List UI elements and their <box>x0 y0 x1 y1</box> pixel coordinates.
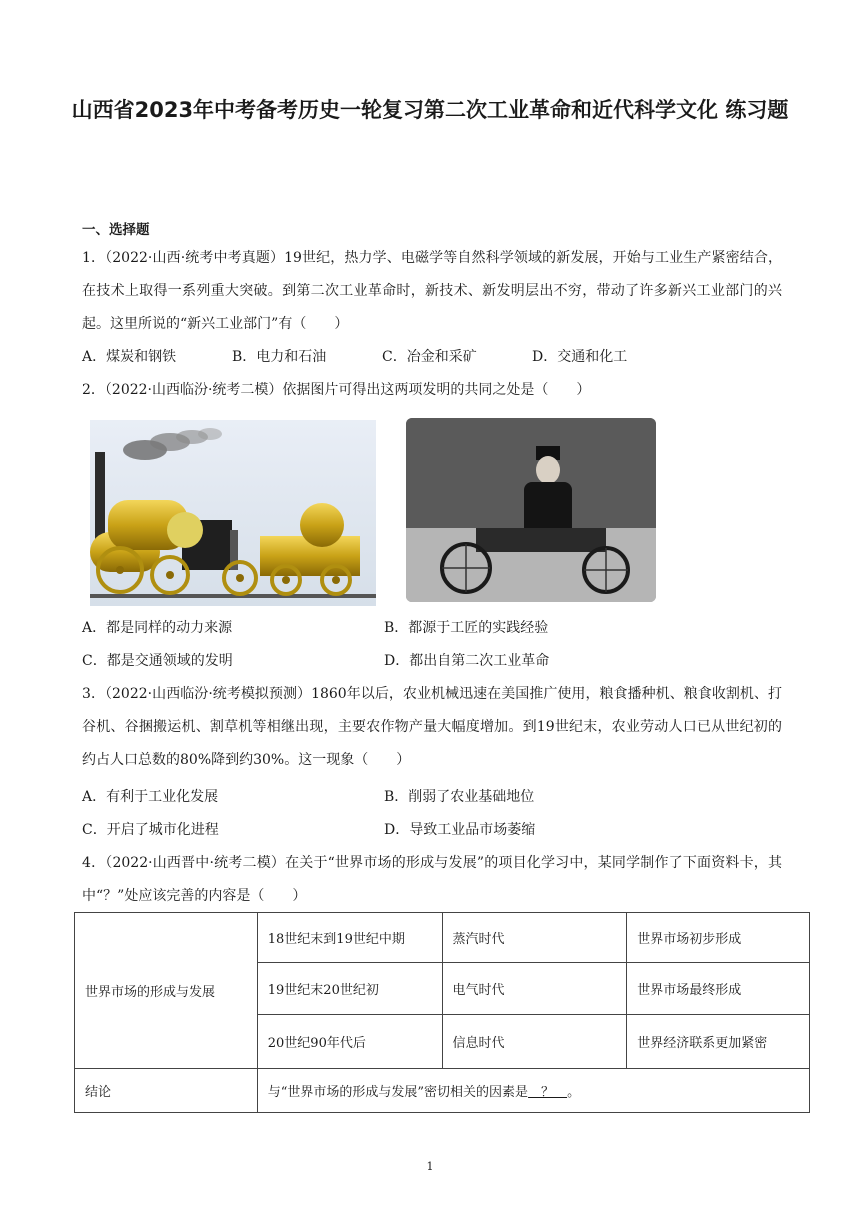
question-3-text: 3．（2022·山西临汾·统考模拟预测）1860年以后，农业机械迅速在美国推广使用，粮食播种机、粮食收割机、打谷机、谷捆搬运机、割草机等相继出现，主要农作物产量大幅度增加。到19世纪末，农业劳动人口已从世纪初的约占人口总数的80%降到约30%。这一现象（ ） <box>82 686 782 768</box>
steam-locomotive-image <box>90 420 376 606</box>
page-title: 山西省2023年中考备考历史一轮复习第二次工业革命和近代科学文化 练习题 <box>71 98 789 122</box>
q3-option-c[interactable]: C．开启了城市化进程 <box>82 822 219 838</box>
table-cell: 信息时代 <box>442 1015 627 1069</box>
table-cell: 世界市场初步形成 <box>627 913 810 963</box>
table-cell: 20世纪90年代后 <box>257 1015 442 1069</box>
q3-option-a[interactable]: A．有利于工业化发展 <box>82 789 219 805</box>
table-row-header: 世界市场的形成与发展 <box>75 913 258 1069</box>
world-market-table <box>74 912 810 1113</box>
conclusion-suffix: 。 <box>567 1085 581 1100</box>
question-4-text: 4．（2022·山西晋中·统考二模）在关于“世界市场的形成与发展”的项目化学习中，某同学制作了下面资料卡，其中“？”处应该完善的内容是（ ） <box>82 855 782 904</box>
q3-option-d[interactable]: D．导致工业品市场萎缩 <box>384 822 536 838</box>
table-cell: 世界经济联系更加紧密 <box>627 1015 810 1069</box>
q2-option-d[interactable]: D．都出自第二次工业革命 <box>384 653 550 669</box>
q1-option-c[interactable]: C．冶金和采矿 <box>382 349 477 365</box>
conclusion-label: 结论 <box>75 1069 258 1113</box>
question-1-text: 1．（2022·山西·统考中考真题）19世纪，热力学、电磁学等自然科学领域的新发展，开始与工业生产紧密结合，在技术上取得一系列重大突破。到第二次工业革命时，新技术、新发明层出不穷，带动了许多新兴工业部门的兴起。这里所说的“新兴工业部门”有（ ） <box>82 250 782 332</box>
conclusion-prefix: 与“世界市场的形成与发展”密切相关的因素是 <box>267 1085 529 1100</box>
table-cell: 19世纪末20世纪初 <box>257 963 442 1015</box>
table-cell: 18世纪末到19世纪中期 <box>257 913 442 963</box>
table-cell: 电气时代 <box>442 963 627 1015</box>
q2-option-a[interactable]: A．都是同样的动力来源 <box>82 620 233 636</box>
q2-option-c[interactable]: C．都是交通领域的发明 <box>82 653 233 669</box>
early-automobile-image <box>406 418 656 602</box>
table-cell: 世界市场最终形成 <box>627 963 810 1015</box>
q3-option-b[interactable]: B．削弱了农业基础地位 <box>384 789 535 805</box>
q2-option-b[interactable]: B．都源于工匠的实践经验 <box>384 620 549 636</box>
page-number: 1 <box>426 1160 434 1173</box>
table-cell: 蒸汽时代 <box>442 913 627 963</box>
q1-option-a[interactable]: A．煤炭和钢铁 <box>82 349 177 365</box>
question-2-text: 2．（2022·山西临汾·统考二模）依据图片可得出这两项发明的共同之处是（ ） <box>82 382 591 398</box>
conclusion-cell <box>257 1069 809 1113</box>
section-heading: 一、选择题 <box>82 222 150 238</box>
q1-option-d[interactable]: D．交通和化工 <box>532 349 628 365</box>
q1-option-b[interactable]: B．电力和石油 <box>232 349 327 365</box>
answer-blank[interactable]: ？ <box>528 1085 568 1100</box>
